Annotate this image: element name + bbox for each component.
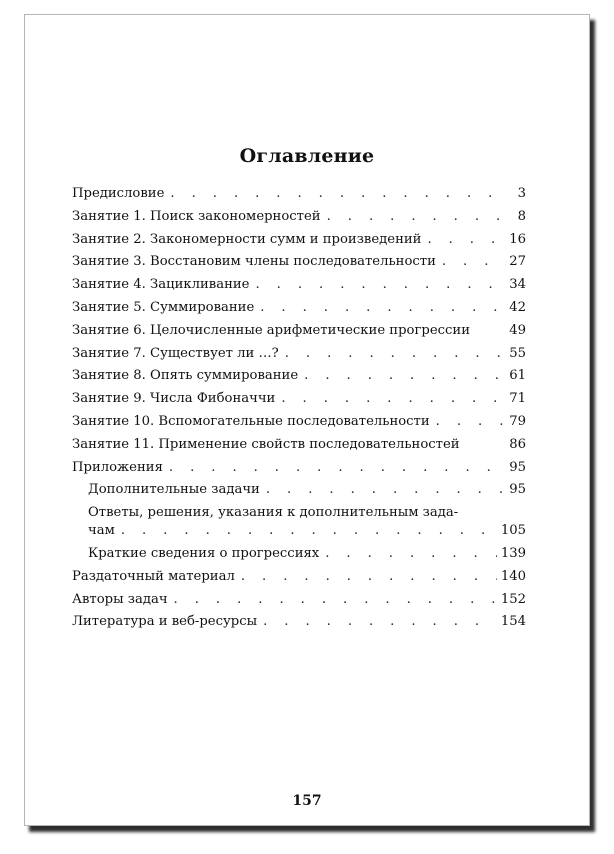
toc-entry-label: Краткие сведения о прогрессиях <box>88 545 320 561</box>
toc-entry-label: чам <box>88 523 115 539</box>
dot-leader <box>285 346 505 361</box>
toc-entry <box>72 592 526 615</box>
toc-entry <box>72 437 526 460</box>
toc-entry-label: Занятие 7. Существует ли …? <box>72 345 279 361</box>
toc-entry-page: 16 <box>509 231 526 247</box>
toc-entry-page: 8 <box>517 208 526 224</box>
toc-entry-label: Занятие 6. Целочисленные арифметические прогрессии <box>72 322 470 338</box>
toc-entry-label: Литература и веб-ресурсы <box>72 614 258 630</box>
toc-entry-label: Авторы задач <box>72 591 168 607</box>
toc-entry-page: 79 <box>509 413 526 429</box>
dot-leader <box>260 300 505 315</box>
toc-entry <box>72 323 526 346</box>
page-title: Оглавление <box>239 145 375 167</box>
dot-leader <box>427 232 505 247</box>
dot-leader <box>281 391 505 406</box>
toc-entry-label: Занятие 11. Применение свойств последовательностей <box>72 436 460 452</box>
toc-entry-page: 42 <box>509 299 526 315</box>
toc-entry <box>72 414 526 437</box>
toc-entry <box>72 460 526 483</box>
toc-entry-page: 71 <box>509 391 526 407</box>
toc-entry-page: 86 <box>509 436 526 452</box>
toc-entry-page: 95 <box>509 482 526 498</box>
dot-leader <box>325 546 497 561</box>
toc-entry <box>72 232 526 255</box>
toc-entry-page: 140 <box>500 568 526 584</box>
dot-leader <box>327 209 510 224</box>
toc-entry-label: Занятие 2. Закономерности сумм и произведений <box>72 231 422 247</box>
dot-leader <box>169 460 505 475</box>
toc-entry-page: 61 <box>509 368 526 384</box>
toc-entry-page: 95 <box>509 459 526 475</box>
toc-entry <box>72 614 526 637</box>
toc-entry-page: 3 <box>517 186 526 201</box>
toc-entry-label: Приложения <box>72 459 163 475</box>
toc-entry-page: 49 <box>509 322 526 338</box>
toc-entry-label: Занятие 5. Суммирование <box>72 299 255 315</box>
dot-leader <box>263 614 497 629</box>
toc-entry-page: 34 <box>509 277 526 293</box>
dot-leader <box>241 569 497 584</box>
toc-entry-label: Раздаточный материал <box>72 568 235 584</box>
toc-entry <box>72 346 526 369</box>
toc-entry-page: 55 <box>509 345 526 361</box>
dot-leader <box>442 254 505 269</box>
toc-entry <box>72 254 526 277</box>
table-of-contents <box>72 186 526 637</box>
dot-leader <box>255 277 505 292</box>
dot-leader <box>436 414 506 429</box>
toc-entry <box>72 569 526 592</box>
toc-entry-label: Занятие 4. Зацикливание <box>72 277 250 293</box>
toc-entry <box>72 277 526 300</box>
toc-entry-label: Занятие 10. Вспомогательные последовательности <box>72 413 430 429</box>
toc-entry <box>72 186 526 209</box>
toc-entry-label: Занятие 9. Числа Фибоначчи <box>72 391 276 407</box>
toc-entry-page: 105 <box>500 523 526 539</box>
dot-leader <box>174 592 497 607</box>
toc-entry <box>72 300 526 323</box>
dot-leader <box>170 186 510 201</box>
toc-entry-label: Ответы, решения, указания к дополнительным зада- <box>88 505 459 521</box>
toc-entry-label: Занятие 8. Опять суммирование <box>72 368 299 384</box>
dot-leader <box>304 368 505 383</box>
toc-entry-label: Занятие 1. Поиск закономерностей <box>72 208 321 224</box>
toc-entry-page: 139 <box>500 545 526 561</box>
toc-entry-label: Дополнительные задачи <box>88 482 260 498</box>
toc-entry <box>72 391 526 414</box>
toc-entry-page: 152 <box>500 591 526 607</box>
toc-entry-page: 27 <box>509 254 526 270</box>
toc-entry-page: 154 <box>500 614 526 630</box>
toc-entry-label: Занятие 3. Восстановим члены последовательности <box>72 254 436 270</box>
toc-subentry-line2 <box>72 523 526 546</box>
page-number: 157 <box>292 793 322 809</box>
book-page <box>24 14 590 826</box>
toc-entry-label: Предисловие <box>72 186 165 201</box>
toc-subentry <box>72 546 526 569</box>
toc-entry <box>72 368 526 391</box>
toc-subentry <box>72 482 526 505</box>
toc-subentry-line1 <box>72 505 526 523</box>
dot-leader <box>121 523 497 538</box>
dot-leader <box>266 482 505 497</box>
toc-entry <box>72 209 526 232</box>
